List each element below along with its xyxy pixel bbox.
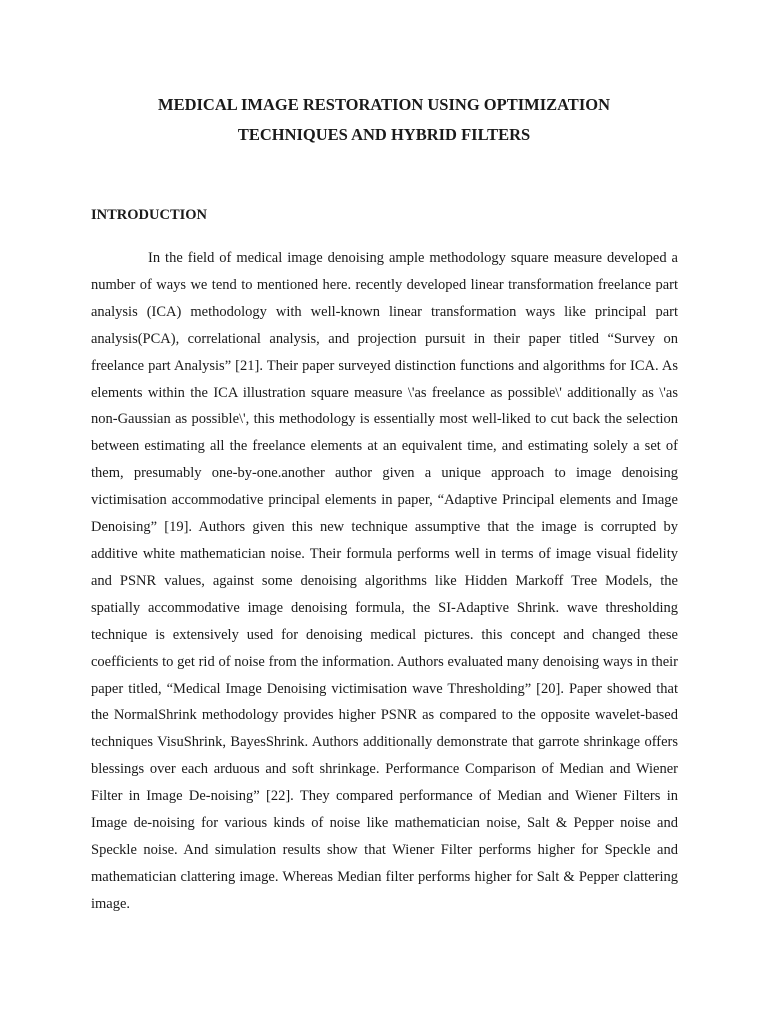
section-heading-introduction: INTRODUCTION — [91, 207, 208, 223]
paper-title-line-2: TECHNIQUES AND HYBRID FILTERS — [237, 125, 531, 144]
paper-title-line-1: MEDICAL IMAGE RESTORATION USING OPTIMIZATION — [158, 95, 610, 114]
paper-title — [0, 90, 768, 150]
introduction-paragraph: In the field of medical image denoising ample methodology square measure developed a number of ways we tend to mentioned here. recently developed linear transformation freelance part analysis (ICA) methodology with well-known linear transformation ways like principal part analysis(PCA), correlational analysis, and projection pursuit in their paper titled “Survey on freelance part Analysis” [21]. Their paper surveyed distinction functions and algorithms for ICA. As elements within the ICA illustration square measure \'as freelance as possible\' additionally as \'as non-Gaussian as possible\', this methodology is essentially most well-liked to cut back the selection between estimating all the freelance elements at an equivalent time, and estimating solely a set of them, presumably one-by-one.another author given a unique approach to image denoising victimisation accommodative principal elements in paper, “Adaptive Principal elements and Image Denoising” [19]. Authors given this new technique assumptive that the image is corrupted by additive white mathematician noise. Their formula performs well in terms of image visual fidelity and PSNR values, against some denoising algorithms like Hidden Markoff Tree Models, the spatially accommodative image denoising formula, the SI-Adaptive Shrink. wave thresholding technique is extensively used for denoising medical pictures. this concept and changed these coefficients to get rid of noise from the information. Authors evaluated many denoising ways in their paper titled, “Medical Image Denoising victimisation wave Thresholding” [20]. Paper showed that the NormalShrink methodology provides higher PSNR as compared to the opposite wavelet-based techniques VisuShrink, BayesShrink. Authors additionally demonstrate that garrote shrinkage offers blessings over each arduous and soft shrinkage. Performance Comparison of Median and Wiener Filter in Image De-noising” [22]. They compared performance of Median and Wiener Filters in Image de-noising for various kinds of noise like mathematician noise, Salt & Pepper noise and Speckle noise. And simulation results show that Wiener Filter performs higher for Speckle and mathematician clattering image. Whereas Median filter performs higher for Salt & Pepper clattering image. — [91, 250, 678, 912]
